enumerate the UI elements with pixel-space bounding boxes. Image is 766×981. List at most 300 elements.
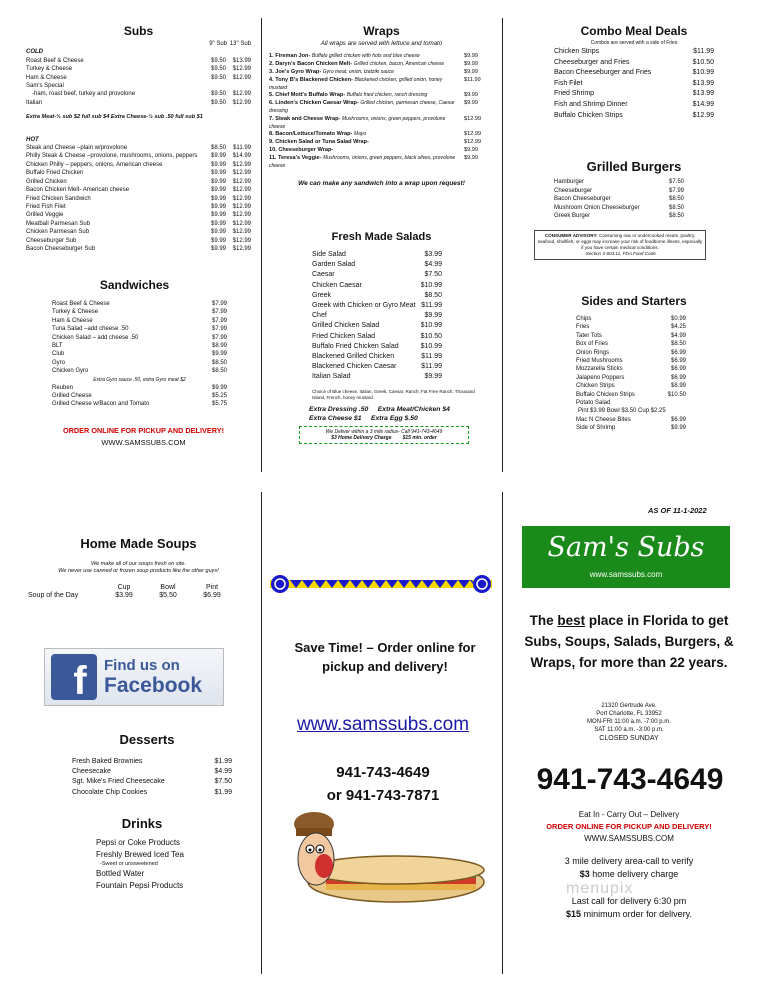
item-name: Mozzarella Sticks bbox=[576, 366, 623, 373]
menu-item bbox=[576, 399, 686, 407]
item-name: Greek with Chicken or Gyro Meat bbox=[312, 302, 416, 310]
menu-item bbox=[26, 90, 251, 98]
item-price: $9.99 bbox=[210, 195, 226, 202]
wrap-price: $12.99 bbox=[464, 139, 482, 146]
menu-item bbox=[72, 767, 232, 777]
item-price: $12.99 bbox=[692, 111, 714, 119]
extra-note: Extra Meat-½ sub $2 full sub $4 Extra Cheese-½ sub .50 full sub $1 bbox=[26, 114, 203, 121]
item-name: Steak and Cheese –plain w/provolone bbox=[26, 145, 128, 152]
item-name: Fish and Shrimp Dinner bbox=[554, 100, 628, 108]
item-price: $12.99 bbox=[232, 66, 251, 73]
item-name: Fried Chicken Salad bbox=[312, 332, 376, 340]
salads-section bbox=[269, 231, 494, 444]
item-price: $14.99 bbox=[232, 153, 251, 160]
item-price: $12.99 bbox=[232, 99, 251, 106]
item-name: Greek bbox=[312, 291, 332, 299]
menu-item bbox=[26, 152, 251, 160]
address-line: 21320 Gertrude Ave. bbox=[601, 703, 657, 709]
combo-list bbox=[554, 47, 714, 121]
item-name: Bacon Cheeseburger Sub bbox=[26, 245, 96, 252]
item-price: $9.99 bbox=[210, 170, 226, 177]
item-name: Chips bbox=[576, 316, 592, 322]
drink-item: Fountain Pepsi Products bbox=[96, 880, 184, 890]
item-price: $8.50 bbox=[668, 213, 684, 220]
item-price: $7.50 bbox=[424, 271, 442, 279]
item-price: $9.50 bbox=[210, 91, 226, 98]
item-price: $9.99 bbox=[670, 425, 686, 432]
menu-item bbox=[554, 47, 714, 58]
col-pint: Pint bbox=[205, 584, 219, 591]
item-name: Buffalo Fried Chicken Salad bbox=[312, 342, 399, 350]
item-name: Garden Salad bbox=[312, 261, 356, 269]
website-link[interactable]: WWW.SAMSSUBS.COM bbox=[101, 438, 186, 447]
wrap-desc: Grilled chicken, parmesan cheese, Caesar dressing bbox=[269, 100, 455, 114]
item-price: $7.99 bbox=[211, 317, 227, 324]
wrap-name: 5. Chief Mott's Buffalo Wrap- bbox=[269, 92, 346, 99]
facebook-banner[interactable] bbox=[44, 648, 224, 706]
wrap-name: 1. Fireman Jon- bbox=[269, 53, 311, 60]
item-price: $9.99 bbox=[210, 212, 226, 219]
wrap-name: 2. Daryn's Bacon Chicken Melt- bbox=[269, 61, 353, 68]
divider bbox=[261, 492, 262, 974]
menu-item bbox=[554, 79, 714, 90]
item-name: Fried Shrimp bbox=[554, 90, 595, 98]
menu-item bbox=[576, 416, 686, 424]
drinks-list bbox=[96, 837, 246, 891]
wrap-price: $9.99 bbox=[464, 69, 478, 75]
item-name: Turkey & Cheese bbox=[52, 309, 99, 316]
service-options: Eat In - Carry Out – Delivery bbox=[578, 810, 680, 819]
wrap-price: $9.99 bbox=[464, 53, 478, 60]
wrap-price: $9.99 bbox=[464, 100, 478, 107]
item-name: Tuna Salad –add cheese .50 bbox=[52, 326, 129, 333]
soup-row-label: Soup of the Day bbox=[28, 592, 79, 599]
order-online-text: ORDER ONLINE FOR PICKUP AND DELIVERY! bbox=[62, 426, 225, 435]
menu-item bbox=[312, 332, 442, 342]
tagline bbox=[514, 610, 744, 673]
soup-price: $5.50 bbox=[159, 592, 177, 599]
menu-item bbox=[576, 357, 686, 365]
menu-item bbox=[576, 382, 686, 390]
facebook-line1: Find us on bbox=[104, 656, 180, 674]
section-title: Desserts bbox=[119, 732, 175, 747]
wraps-list bbox=[269, 53, 494, 170]
item-price: $6.99 bbox=[670, 416, 686, 423]
drink-item: Freshly Brewed Iced Tea bbox=[96, 849, 184, 859]
menu-item bbox=[554, 89, 714, 100]
item-price: $10.50 bbox=[667, 391, 686, 398]
logo-text: Sam's Subs bbox=[547, 532, 705, 563]
item-price: $9.99 bbox=[424, 373, 442, 381]
menu-item bbox=[26, 203, 251, 211]
item-price: $6.99 bbox=[670, 374, 686, 381]
combo-section bbox=[554, 24, 714, 121]
website-link[interactable]: www.samssubs.com bbox=[296, 714, 470, 735]
wrap-item bbox=[269, 92, 494, 100]
item-price: $11.99 bbox=[421, 302, 442, 310]
potato-salad-sizes: Pint $3.99 Bowl $3.50 Cup $2.25 bbox=[578, 408, 666, 415]
item-price: $4.99 bbox=[670, 332, 686, 339]
menu-item bbox=[52, 392, 227, 400]
item-name: Side of Shrimp bbox=[576, 425, 616, 432]
item-name: Sgt. Mike's Fried Cheesecake bbox=[72, 778, 165, 786]
sandwich-list bbox=[52, 300, 227, 376]
website-link[interactable]: WWW.SAMSSUBS.COM bbox=[584, 834, 674, 843]
soup-price: $6.99 bbox=[203, 592, 221, 599]
divider bbox=[502, 18, 503, 472]
menu-item bbox=[26, 65, 251, 73]
item-price: $14.99 bbox=[692, 100, 714, 108]
menu-item bbox=[52, 350, 227, 358]
salads-list bbox=[312, 250, 442, 383]
subs-section bbox=[26, 24, 251, 253]
menu-item bbox=[26, 74, 251, 82]
item-name: Chicken Caesar bbox=[312, 281, 362, 289]
soups-section bbox=[26, 536, 251, 599]
item-name: Club bbox=[52, 351, 65, 358]
item-price: $1.99 bbox=[214, 758, 232, 765]
item-price: $12.99 bbox=[232, 245, 251, 252]
wrap-desc: Grilled chicken, bacon, American cheese bbox=[353, 61, 445, 68]
menu-item bbox=[52, 384, 227, 392]
section-title: Fresh Made Salads bbox=[331, 231, 432, 243]
soup-price: $3.99 bbox=[115, 592, 133, 599]
wrap-item bbox=[269, 139, 494, 147]
sides-list bbox=[576, 315, 686, 407]
item-price: $13.99 bbox=[692, 79, 714, 87]
item-price: $11.99 bbox=[421, 353, 442, 361]
section-title: Drinks bbox=[121, 816, 163, 831]
item-price: $9.99 bbox=[210, 178, 226, 185]
hours-line: MON-FRI 11:00 a.m. -7:00 p.m. bbox=[587, 719, 671, 725]
item-price: $7.50 bbox=[214, 778, 232, 786]
burgers-section bbox=[537, 159, 714, 260]
item-price: $1.99 bbox=[214, 788, 232, 796]
item-name: Grilled Chicken Salad bbox=[312, 322, 380, 330]
item-price: $5.75 bbox=[211, 401, 227, 408]
item-name: Fresh Baked Brownies bbox=[72, 758, 143, 765]
drink-item: -Sweet or unsweetened bbox=[100, 861, 158, 867]
col-bowl: Bowl bbox=[160, 584, 176, 591]
menu-item bbox=[26, 57, 251, 65]
item-price: $4.25 bbox=[670, 324, 686, 331]
item-price: $9.99 bbox=[210, 153, 226, 160]
item-price: $4.99 bbox=[214, 768, 232, 776]
menu-item bbox=[52, 342, 227, 350]
item-price: $7.99 bbox=[668, 187, 684, 194]
advisory-label: CONSUMER ADVISORY: bbox=[544, 232, 598, 238]
menu-item bbox=[26, 195, 251, 203]
menu-item bbox=[312, 311, 442, 321]
order-online-text: ORDER ONLINE FOR PICKUP AND DELIVERY! bbox=[546, 822, 712, 831]
col-cup: Cup bbox=[117, 584, 131, 591]
item-price: $9.50 bbox=[210, 99, 226, 106]
item-price: $9.99 bbox=[210, 203, 226, 210]
item-name: Reuben bbox=[52, 384, 74, 391]
item-name: Cheesecake bbox=[72, 768, 111, 776]
wrap-name: 11. Teresa's Veggie- bbox=[269, 154, 322, 161]
item-name: Grilled Veggie bbox=[26, 212, 64, 219]
item-name: Chicken Strips bbox=[554, 48, 600, 55]
wrap-price: $11.99 bbox=[464, 76, 481, 83]
item-price: $10.99 bbox=[420, 342, 442, 350]
wrap-item bbox=[269, 155, 494, 171]
item-price: $11.99 bbox=[693, 48, 714, 55]
logo-url: www.samssubs.com bbox=[589, 570, 663, 579]
item-price: $9.99 bbox=[210, 161, 226, 168]
desserts-section bbox=[72, 732, 232, 798]
item-name: Cheeseburger bbox=[554, 187, 593, 194]
item-price: $12.99 bbox=[232, 212, 251, 219]
item-price: $12.99 bbox=[232, 91, 251, 98]
item-name: Fries bbox=[576, 324, 590, 331]
item-name: Grilled Cheese w/Bacon and Tomato bbox=[52, 401, 150, 408]
drink-item: Pepsi or Coke Products bbox=[96, 838, 181, 847]
menu-item bbox=[554, 212, 684, 221]
menu-page-bottom bbox=[6, 492, 758, 974]
menu-item bbox=[52, 359, 227, 367]
size-col-label: 9" Sub bbox=[209, 41, 227, 47]
tagline-text: The bbox=[529, 613, 558, 628]
facebook-line2: Facebook bbox=[104, 673, 203, 697]
item-price: $9.99 bbox=[210, 187, 226, 194]
item-name: Caesar bbox=[312, 271, 335, 279]
menu-item bbox=[26, 144, 251, 152]
menu-item bbox=[576, 315, 686, 323]
item-price bbox=[226, 82, 251, 90]
menu-item bbox=[26, 82, 251, 90]
item-name: BLT bbox=[52, 343, 63, 350]
item-name: Meatball Parmesan Sub bbox=[26, 220, 91, 227]
item-name: Chef bbox=[312, 312, 327, 320]
item-name: Buffalo Fried Chicken bbox=[26, 170, 84, 177]
wrap-price: $9.99 bbox=[464, 92, 478, 99]
wraps-note: We can make any sandwich into a wrap upon request! bbox=[298, 180, 465, 188]
item-price: $8.50 bbox=[668, 196, 684, 203]
item-name: Fried Mushrooms bbox=[576, 358, 623, 365]
tagline-text: place in Florida to get Subs, Soups, Salads, Burgers, & Wraps, for more than 22 years. bbox=[524, 613, 734, 670]
wrap-item bbox=[269, 69, 494, 77]
section-title: Home Made Soups bbox=[80, 536, 197, 551]
item-name: Gyro bbox=[52, 359, 66, 366]
menu-item bbox=[52, 325, 227, 333]
hot-label: HOT bbox=[26, 136, 39, 143]
hot-subs-list bbox=[26, 144, 251, 253]
order-online-headline: Save Time! – Order online for pickup and delivery! bbox=[294, 640, 476, 674]
section-title: Subs bbox=[123, 24, 154, 38]
item-price: $9.99 bbox=[210, 229, 226, 236]
soups-note: We make all of our soups fresh on site. bbox=[91, 561, 186, 567]
item-price: $7.50 bbox=[668, 179, 684, 185]
item-name: Turkey & Cheese bbox=[26, 66, 73, 73]
item-name: Buffalo Chicken Strips bbox=[554, 111, 623, 119]
item-name: Ham & Cheese bbox=[26, 74, 67, 81]
item-name: Cheeseburger Sub bbox=[26, 237, 77, 244]
drink-item: Bottled Water bbox=[96, 869, 145, 878]
item-price: $12.99 bbox=[232, 220, 251, 227]
menu-item bbox=[554, 204, 684, 213]
item-name: Cheeseburger and Fries bbox=[554, 58, 630, 66]
menu-item bbox=[554, 178, 684, 187]
item-name: Fish Filet bbox=[554, 79, 583, 87]
item-price: $4.99 bbox=[424, 261, 442, 269]
item-price: $7.99 bbox=[211, 301, 227, 307]
menu-item bbox=[554, 58, 714, 69]
menu-item bbox=[26, 169, 251, 177]
cold-subs-list bbox=[26, 57, 251, 107]
menu-item bbox=[312, 362, 442, 372]
item-price: $8.50 bbox=[670, 341, 686, 348]
item-price: $7.99 bbox=[211, 309, 227, 316]
item-price: $8.50 bbox=[210, 145, 226, 152]
item-name: Box of Fries bbox=[576, 341, 609, 348]
cold-label: COLD bbox=[26, 49, 43, 56]
menu-item bbox=[52, 334, 227, 342]
menu-item bbox=[554, 111, 714, 122]
address-block bbox=[514, 702, 744, 744]
item-price: $9.50 bbox=[210, 66, 226, 73]
menu-item bbox=[312, 342, 442, 352]
desserts-list bbox=[72, 757, 232, 798]
size-col-label: 13" Sub bbox=[229, 41, 251, 47]
drinks-section bbox=[96, 816, 246, 891]
wrap-item bbox=[269, 53, 494, 61]
item-name: Sam's Special bbox=[26, 83, 64, 90]
menu-item bbox=[576, 332, 686, 340]
item-name: Potato Salad bbox=[576, 400, 611, 407]
main-phone[interactable]: 941-743-4649 bbox=[536, 763, 724, 796]
minimum-order bbox=[514, 909, 744, 919]
wrap-name: 9. Chicken Salad or Tuna Salad Wrap- bbox=[269, 139, 369, 146]
wrap-desc: Blackened chicken, grilled onion, honey mustard bbox=[269, 76, 443, 91]
delivery-charge-amount: $3 bbox=[579, 869, 590, 879]
menu-item bbox=[72, 757, 232, 767]
item-name: Chicken Gyro bbox=[52, 368, 89, 375]
closed-line: CLOSED SUNDAY bbox=[599, 735, 659, 742]
item-price: $8.50 bbox=[668, 204, 684, 211]
item-name: Onion Rings bbox=[576, 349, 610, 356]
wrap-desc: Buffalo fried chicken, ranch dressing bbox=[346, 92, 428, 99]
burgers-list bbox=[554, 178, 684, 221]
item-price: $8.50 bbox=[424, 291, 442, 299]
menu-item bbox=[576, 374, 686, 382]
menu-item bbox=[554, 195, 684, 204]
menu-item bbox=[312, 281, 442, 291]
item-name: Chicken Salad – add cheese .50 bbox=[52, 334, 139, 341]
item-name: Roast Beef & Cheese bbox=[26, 57, 84, 64]
wrap-item bbox=[269, 61, 494, 69]
wrap-desc: Mushrooms, onions, green peppers, black olives, provolone cheese bbox=[269, 154, 456, 169]
phone-number[interactable]: 941-743-4649 bbox=[336, 764, 430, 781]
item-name: Blackened Grilled Chicken bbox=[312, 353, 395, 361]
tagline-best: best bbox=[557, 613, 586, 628]
menu-item bbox=[26, 245, 251, 253]
wrap-desc: Mushrooms, onions, green peppers, provolone cheese bbox=[269, 115, 446, 130]
zigzag-banner-icon bbox=[270, 574, 492, 594]
item-name: Bacon Cheeseburger and Fries bbox=[554, 69, 652, 77]
menu-item bbox=[72, 777, 232, 787]
menu-item bbox=[576, 365, 686, 373]
facebook-icon-glyph: f bbox=[73, 659, 87, 703]
section-title: Wraps bbox=[363, 24, 400, 38]
item-price: $8.99 bbox=[211, 343, 227, 350]
item-price: $9.99 bbox=[210, 245, 226, 252]
section-title: Grilled Burgers bbox=[586, 159, 682, 174]
hours-line: SAT 11:00 a.m. -3:00 p.m. bbox=[594, 727, 664, 733]
gyro-note: Extra Gyro sauce .50, extra Gyro meat $2 bbox=[93, 376, 186, 383]
as-of-date: AS OF 11-1-2022 bbox=[648, 506, 707, 515]
decorative-border bbox=[270, 574, 492, 594]
soups-note: We never use canned or frozen soup products like the other guys! bbox=[58, 568, 219, 574]
wrap-item bbox=[269, 116, 494, 132]
minimum-text: minimum order for delivery. bbox=[581, 909, 692, 919]
item-price: $7.99 bbox=[211, 334, 227, 341]
item-price: $6.99 bbox=[670, 358, 686, 365]
salad-extras: Extra Dressing .50 Extra Meat/Chicken $4 bbox=[309, 405, 450, 413]
item-name: Tater Tots bbox=[576, 332, 602, 339]
wrap-price: $9.99 bbox=[464, 154, 478, 161]
menu-item bbox=[554, 68, 714, 79]
wrap-price: $12.99 bbox=[464, 115, 482, 122]
phone-number[interactable]: or 941-743-7871 bbox=[326, 787, 440, 804]
wrap-desc: Gyro meat, onion, tzatziki sauce bbox=[322, 69, 394, 75]
facebook-icon bbox=[51, 654, 97, 703]
menu-item bbox=[26, 186, 251, 194]
wraps-subtitle: All wraps are served with lettuce and tomato bbox=[320, 40, 443, 47]
consumer-advisory bbox=[534, 230, 706, 260]
item-price: $12.99 bbox=[232, 74, 251, 81]
item-price: $12.99 bbox=[232, 187, 251, 194]
watermark: menupix bbox=[566, 880, 634, 897]
item-name: Chicken Philly – peppers, onions, American cheese bbox=[26, 161, 163, 168]
item-price: $13.99 bbox=[232, 57, 251, 64]
item-price: $9.50 bbox=[210, 57, 226, 64]
item-price bbox=[658, 399, 686, 407]
menu-item bbox=[576, 349, 686, 357]
item-price: $12.99 bbox=[232, 195, 251, 202]
dressings-note: Choice of Blue cheese, Italian, Greek, Caesar, Ranch, Fat Free Ranch, Thousand Island, French, honey mustard. bbox=[312, 388, 475, 401]
item-name: Mushroom Onion Cheeseburger bbox=[554, 204, 640, 211]
menu-item bbox=[576, 391, 686, 399]
advisory-ref: -Section 3-603.11, FDA Food Code bbox=[584, 250, 656, 256]
delivery-area: 3 mile delivery area-call to verify bbox=[564, 856, 694, 866]
menu-item bbox=[26, 99, 251, 107]
menu-item bbox=[576, 424, 686, 432]
item-name: Hamburger bbox=[554, 179, 585, 185]
item-price: $7.99 bbox=[211, 326, 227, 333]
menu-item bbox=[312, 352, 442, 362]
wrap-item bbox=[269, 131, 494, 139]
item-price: $10.99 bbox=[420, 322, 442, 330]
item-name: Fried Chicken Sandwich bbox=[26, 195, 91, 202]
item-name: -ham, roast beef, turkey and provolone bbox=[32, 91, 136, 98]
item-price: $8.50 bbox=[211, 359, 227, 366]
wrap-name: 8. Bacon/Lettuce/Tomato Wrap- bbox=[269, 131, 353, 138]
mascot-illustration-icon bbox=[286, 804, 486, 914]
item-name: Chicken Parmesan Sub bbox=[26, 229, 90, 236]
section-title: Sides and Starters bbox=[581, 294, 687, 308]
item-name: Mac N Cheese Bites bbox=[576, 416, 631, 423]
wrap-desc: Buffalo grilled chicken with hots and blue cheese bbox=[311, 53, 420, 60]
menu-item bbox=[52, 308, 227, 316]
menu-item bbox=[312, 321, 442, 331]
item-name: Philly Steak & Cheese –provolone, mushrooms, onions, peppers bbox=[26, 153, 198, 160]
wraps-section bbox=[269, 24, 494, 187]
sandwiches-section bbox=[52, 278, 227, 409]
item-price: $8.99 bbox=[670, 383, 686, 390]
wrap-item bbox=[269, 77, 494, 93]
menu-item bbox=[52, 367, 227, 375]
